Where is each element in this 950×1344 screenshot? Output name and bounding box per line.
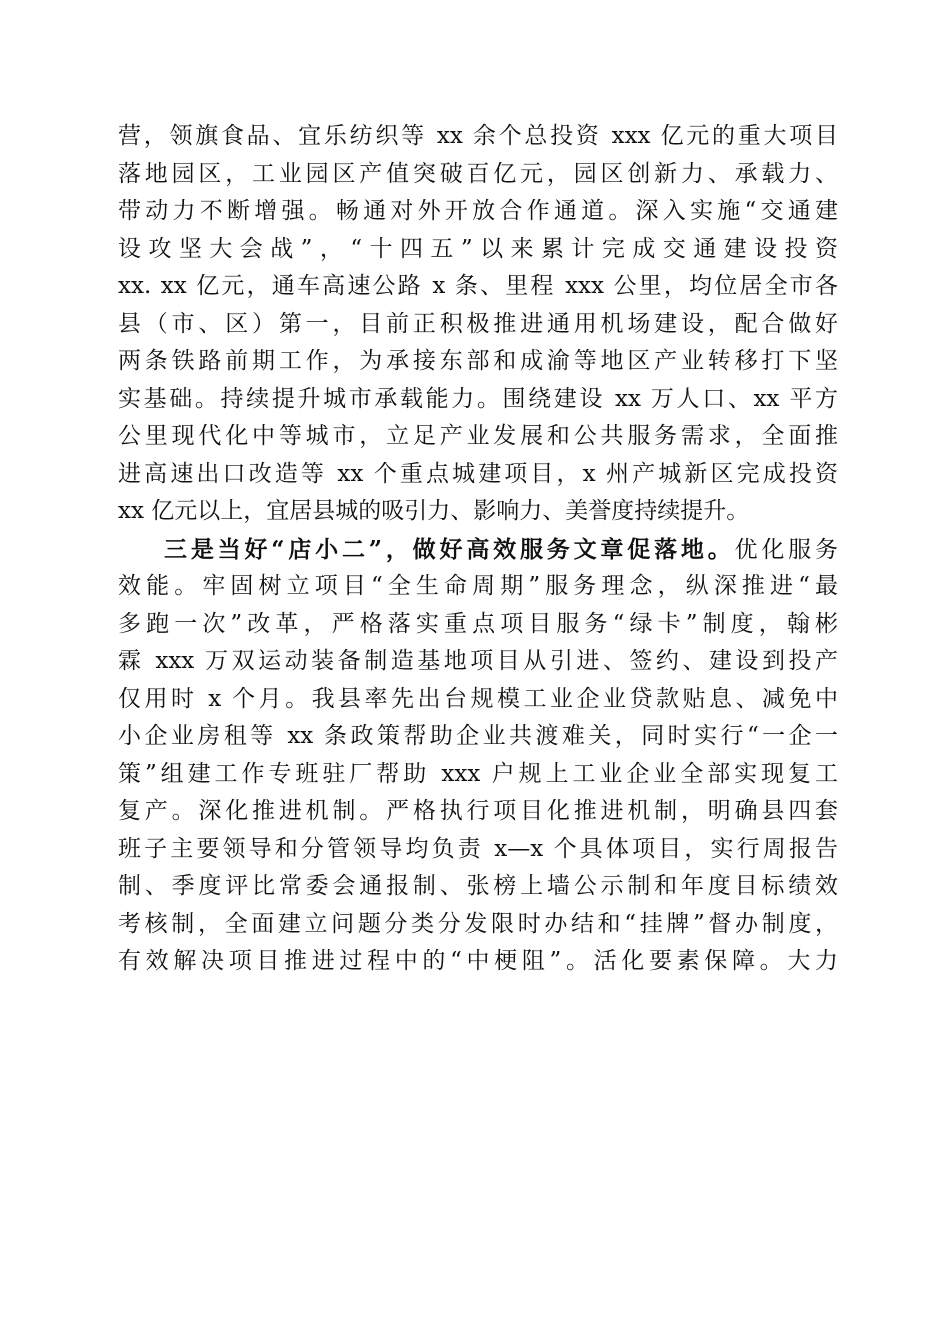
body-text <box>118 118 838 981</box>
text-line: 有效解决项目推进过程中的“中梗阻”。活化要素保障。大力 <box>118 948 838 974</box>
text-line: 落地园区，工业园区产值突破百亿元，园区创新力、承载力、 <box>118 160 838 187</box>
paragraph-2 <box>118 531 838 981</box>
text-line: 霖 xxx 万双运动装备制造基地项目从引进、签约、建设到投产 <box>118 648 838 674</box>
text-line: 考核制，全面建立问题分类分发限时办结和“挂牌”督办制度， <box>118 910 838 937</box>
text-line: 策”组建工作专班驻厂帮助 xxx 户规上工业企业全部实现复工 <box>118 760 838 787</box>
text-line: 多跑一次”改革，严格落实重点项目服务“绿卡”制度，翰彬 <box>118 610 838 637</box>
heading-line-rest: 优化服务 <box>734 536 838 563</box>
text-line: 两条铁路前期工作，为承接东部和成渝等地区产业转移打下坚 <box>118 348 838 374</box>
text-line: 仅用时 x 个月。我县率先出台规模工业企业贷款贴息、减免中 <box>118 685 838 712</box>
text-line: 营，领旗食品、宜乐纺织等 xx 余个总投资 xxx 亿元的重大项目 <box>118 123 838 149</box>
text-line: 设攻坚大会战”，“十四五”以来累计完成交通建设投资 <box>118 235 838 262</box>
paragraph-1 <box>118 118 838 531</box>
text-line: xx. xx 亿元，通车高速公路 x 条、里程 xxx 公里，均位居全市各 <box>118 273 838 299</box>
text-line: 班子主要领导和分管领导均负责 x—x 个具体项目，实行周报告 <box>118 835 838 862</box>
text-line: 复产。深化推进机制。严格执行项目化推进机制，明确县四套 <box>118 798 838 824</box>
paragraph-heading: 三是当好“店小二”，做好高效服务文章促落地。 <box>164 535 735 563</box>
text-line: 小企业房租等 xx 条政策帮助企业共渡难关，同时实行“一企一 <box>118 723 838 749</box>
text-line: xx 亿元以上，宜居县城的吸引力、影响力、美誉度持续提升。 <box>118 498 750 524</box>
text-line: 县（市、区）第一，目前正积极推进通用机场建设，配合做好 <box>118 310 838 337</box>
text-line: 制、季度评比常委会通报制、张榜上墙公示制和年度目标绩效 <box>118 873 838 899</box>
text-line: 公里现代化中等城市，立足产业发展和公共服务需求，全面推 <box>118 423 838 449</box>
text-line: 带动力不断增强。畅通对外开放合作通道。深入实施“交通建 <box>118 198 838 224</box>
paragraph-heading-line <box>118 531 838 569</box>
text-line: 效能。牢固树立项目“全生命周期”服务理念，纵深推进“最 <box>118 573 838 599</box>
text-line: 实基础。持续提升城市承载能力。围绕建设 xx 万人口、xx 平方 <box>118 385 838 412</box>
text-line: 进高速出口改造等 xx 个重点城建项目，x 州产城新区完成投资 <box>118 460 838 487</box>
